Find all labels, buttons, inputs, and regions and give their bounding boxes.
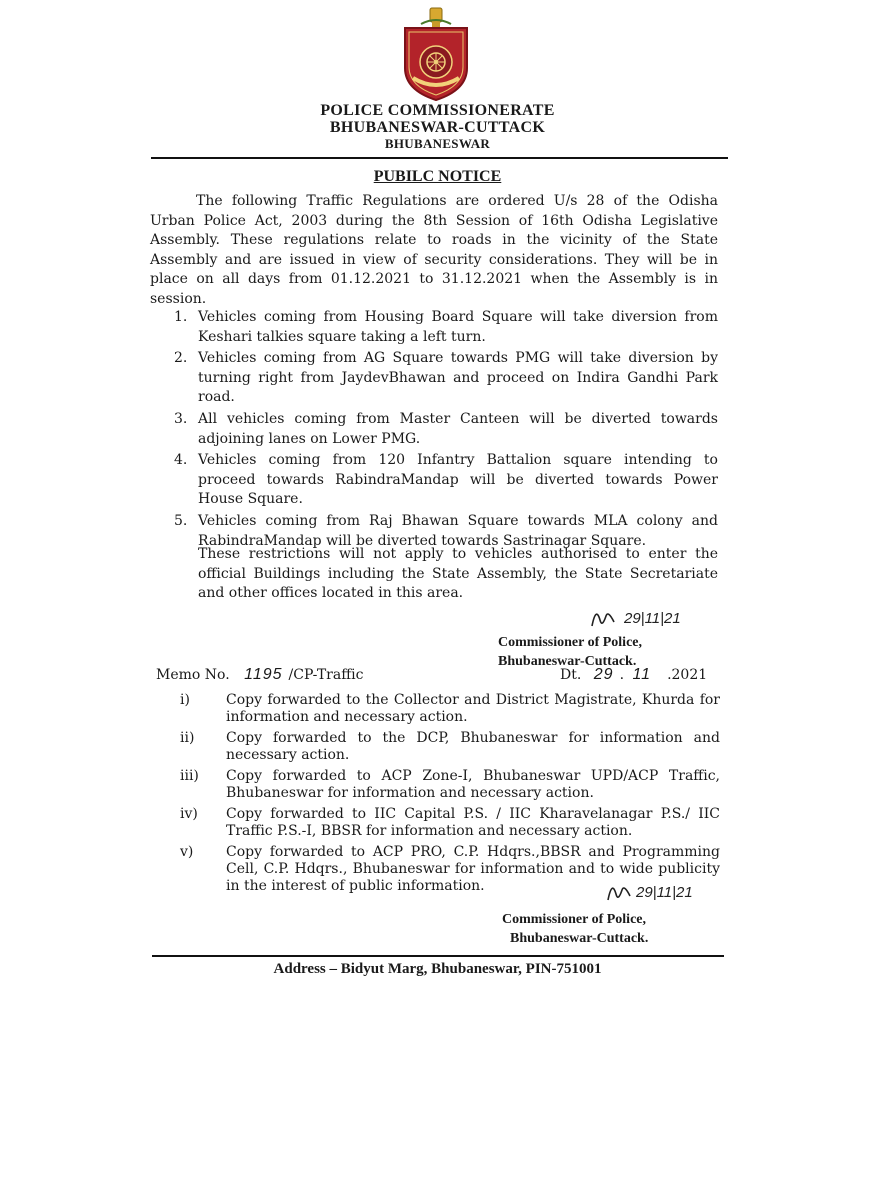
handwritten-signature-mark [604, 876, 634, 906]
date-month: 11 [632, 666, 652, 683]
date-prefix: Dt. [560, 667, 582, 683]
signatory-title: Commissioner of Police, [502, 912, 646, 927]
memo-prefix: Memo No. [156, 667, 230, 683]
item-number: v) [180, 844, 194, 860]
exemption-note: These restrictions will not apply to vehicles authorised to enter the official Buildings including the State Assembly, the State Secretariate and other offices located in this area. [198, 546, 718, 602]
intro-paragraph: The following Traffic Regulations are ordered U/s 28 of the Odisha Urban Police Act, 2003 during the 8th Session of 16th Odisha Legislative Assembly. These regulations relate to roads in the vicinity of the State Assembly and are issued in view of security considerations. They will be in place on all days from 01.12.2021 to 31.12.2021 when the Assembly is in session. [150, 193, 718, 307]
item-number: 1. [174, 309, 188, 325]
header-line-2: BHUBANESWAR-CUTTACK [329, 119, 546, 136]
office-address: Address – Bidyut Marg, Bhubaneswar, PIN-751001 [273, 961, 602, 977]
date-year: .2021 [667, 667, 708, 683]
signature-2 [604, 876, 714, 906]
item-text: Copy forwarded to ACP PRO, C.P. Hdqrs.,BBSR and Programming Cell, C.P. Hdqrs., Bhubaneswar for information and to wide publicity in the interest of public information. [226, 844, 720, 894]
header-line-3: BHUBANESWAR [384, 136, 491, 151]
list-item [180, 692, 720, 726]
item-number: ii) [180, 730, 195, 746]
regulations-list [170, 308, 718, 553]
item-text: Vehicles coming from Housing Board Square will take diversion from Keshari talkies square taking a left turn. [198, 309, 718, 345]
memo-date-line: Dt. 29 . 11 .2021 [560, 666, 708, 683]
date-day: 29 [593, 666, 614, 683]
handwritten-signature-mark [588, 602, 618, 632]
item-text: Copy forwarded to the Collector and District Magistrate, Khurda for information and necessary action. [226, 692, 720, 725]
signatory-place: Bhubaneswar-Cuttack. [510, 931, 649, 946]
list-item [180, 768, 720, 802]
item-number: iii) [180, 768, 199, 784]
item-number: 2. [174, 350, 188, 367]
item-text: Vehicles coming from AG Square towards PMG will take diversion by turning right from JaydevBhawan and proceed on Indira Gandhi Park road. [198, 350, 718, 406]
memo-number: 1195 [244, 666, 283, 683]
notice-title-text: PUBILC NOTICE [373, 168, 502, 185]
item-text: Copy forwarded to ACP Zone-I, Bhubaneswar UPD/ACP Traffic, Bhubaneswar for information and necessary action. [226, 768, 720, 801]
footer-divider [152, 955, 724, 957]
memo-suffix: /CP-Traffic [288, 667, 364, 683]
signatory-title: Commissioner of Police, [498, 635, 642, 650]
list-item [170, 349, 718, 408]
memo-number-line [156, 666, 364, 684]
signature-1 [588, 602, 708, 632]
copy-forward-list [180, 692, 720, 899]
signatory-place: Bhubaneswar-Cuttack. [498, 654, 637, 669]
list-item [170, 308, 718, 347]
item-text: Copy forwarded to IIC Capital P.S. / IIC Kharavelanagar P.S./ IIC Traffic P.S.-I, BBSR for information and necessary action. [226, 806, 720, 839]
list-item [180, 730, 720, 764]
header-divider [151, 157, 728, 159]
item-number: 3. [174, 410, 188, 427]
signature-date: 29|11|21 [636, 884, 693, 901]
item-text: Vehicles coming from 120 Infantry Battalion square intending to proceed towards RabindraMandap will be diverted towards Power House Square. [198, 452, 718, 508]
signatory-block-2 [502, 910, 648, 948]
item-number: iv) [180, 806, 198, 822]
item-number: 4. [174, 452, 188, 469]
notice-title [0, 166, 875, 186]
header-line-1: POLICE COMMISSIONERATE [320, 102, 555, 119]
signature-date: 29|11|21 [624, 610, 681, 627]
item-text: Vehicles coming from Raj Bhawan Square towards MLA colony and RabindraMandap will be diverted towards Sastrinagar Square. [198, 512, 718, 549]
item-number: 5. [174, 512, 188, 529]
list-item [180, 806, 720, 840]
list-item [170, 451, 718, 510]
item-number: i) [180, 692, 190, 708]
police-emblem-logo [399, 6, 473, 102]
item-text: All vehicles coming from Master Canteen will be diverted towards adjoining lanes on Lower PMG. [198, 410, 718, 447]
list-item [170, 410, 718, 449]
item-text: Copy forwarded to the DCP, Bhubaneswar for information and necessary action. [226, 730, 720, 763]
